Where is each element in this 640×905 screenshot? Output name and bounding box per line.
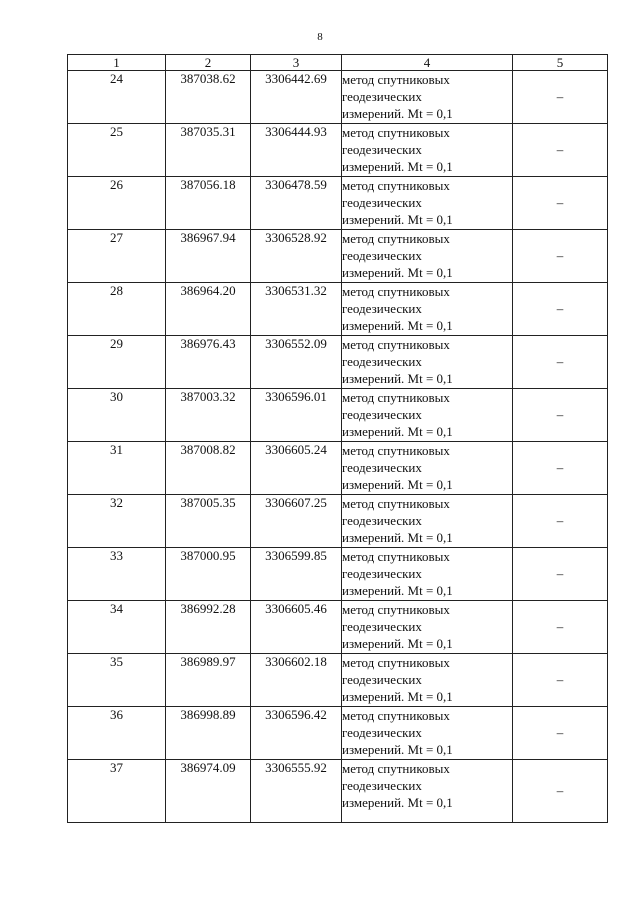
method-line-3: измерений. Mt = 0,1: [342, 424, 453, 439]
point-number: 25: [68, 124, 166, 177]
coordinate-x: 387003.32: [166, 389, 251, 442]
method-line-2: геодезических: [342, 354, 422, 369]
column-5-value: –: [513, 124, 608, 177]
method-line-2: геодезических: [342, 142, 422, 157]
method-line-1: метод спутниковых: [342, 178, 450, 193]
coordinate-y: 3306478.59: [251, 177, 342, 230]
method-cell: [342, 442, 513, 495]
method-line-1: метод спутниковых: [342, 390, 450, 405]
method-cell: [342, 707, 513, 760]
header-col-4: 4: [342, 55, 513, 71]
column-5-value: –: [513, 442, 608, 495]
table-row: [68, 124, 608, 177]
method-line-1: метод спутниковых: [342, 443, 450, 458]
coordinate-y: 3306607.25: [251, 495, 342, 548]
coordinate-y: 3306531.32: [251, 283, 342, 336]
column-5-value: –: [513, 495, 608, 548]
method-line-3: измерений. Mt = 0,1: [342, 742, 453, 757]
coordinates-table: [67, 54, 608, 823]
table-row: [68, 760, 608, 823]
method-line-1: метод спутниковых: [342, 231, 450, 246]
method-line-1: метод спутниковых: [342, 549, 450, 564]
column-5-value: –: [513, 71, 608, 124]
point-number: 34: [68, 601, 166, 654]
method-line-2: геодезических: [342, 301, 422, 316]
coordinate-y: 3306596.42: [251, 707, 342, 760]
coordinate-x: 387038.62: [166, 71, 251, 124]
method-line-1: метод спутниковых: [342, 72, 450, 87]
method-line-1: метод спутниковых: [342, 761, 450, 776]
header-col-1: 1: [68, 55, 166, 71]
point-number: 36: [68, 707, 166, 760]
method-cell: [342, 654, 513, 707]
method-line-2: геодезических: [342, 566, 422, 581]
method-line-1: метод спутниковых: [342, 602, 450, 617]
method-cell: [342, 283, 513, 336]
coordinate-x: 387056.18: [166, 177, 251, 230]
coordinate-x: 386967.94: [166, 230, 251, 283]
method-cell: [342, 230, 513, 283]
coordinate-x: 386998.89: [166, 707, 251, 760]
method-line-3: измерений. Mt = 0,1: [342, 795, 453, 810]
column-5-value: –: [513, 707, 608, 760]
method-line-2: геодезических: [342, 725, 422, 740]
header-col-3: 3: [251, 55, 342, 71]
table-row: [68, 336, 608, 389]
column-5-value: –: [513, 389, 608, 442]
point-number: 32: [68, 495, 166, 548]
method-line-3: измерений. Mt = 0,1: [342, 318, 453, 333]
column-5-value: –: [513, 230, 608, 283]
column-5-value: –: [513, 760, 608, 823]
coordinate-y: 3306555.92: [251, 760, 342, 823]
coordinate-x: 386992.28: [166, 601, 251, 654]
table-row: [68, 654, 608, 707]
table-row: [68, 283, 608, 336]
coordinate-y: 3306599.85: [251, 548, 342, 601]
column-5-value: –: [513, 601, 608, 654]
table-header: [68, 55, 608, 71]
method-line-3: измерений. Mt = 0,1: [342, 371, 453, 386]
method-cell: [342, 548, 513, 601]
coordinate-x: 386989.97: [166, 654, 251, 707]
column-5-value: –: [513, 177, 608, 230]
method-cell: [342, 124, 513, 177]
table-row: [68, 389, 608, 442]
column-5-value: –: [513, 336, 608, 389]
method-line-2: геодезических: [342, 778, 422, 793]
method-line-3: измерений. Mt = 0,1: [342, 265, 453, 280]
method-line-1: метод спутниковых: [342, 655, 450, 670]
method-line-2: геодезических: [342, 619, 422, 634]
method-line-2: геодезических: [342, 89, 422, 104]
coordinate-y: 3306552.09: [251, 336, 342, 389]
table-row: [68, 177, 608, 230]
method-line-3: измерений. Mt = 0,1: [342, 530, 453, 545]
table-row: [68, 71, 608, 124]
method-line-3: измерений. Mt = 0,1: [342, 583, 453, 598]
point-number: 30: [68, 389, 166, 442]
method-line-1: метод спутниковых: [342, 284, 450, 299]
table-body: [68, 71, 608, 823]
point-number: 27: [68, 230, 166, 283]
method-cell: [342, 601, 513, 654]
coordinate-y: 3306444.93: [251, 124, 342, 177]
coordinate-x: 387035.31: [166, 124, 251, 177]
header-col-2: 2: [166, 55, 251, 71]
method-line-1: метод спутниковых: [342, 125, 450, 140]
method-line-2: геодезических: [342, 672, 422, 687]
method-line-2: геодезических: [342, 248, 422, 263]
coordinate-x: 386974.09: [166, 760, 251, 823]
method-line-2: геодезических: [342, 460, 422, 475]
header-col-5: 5: [513, 55, 608, 71]
coordinate-y: 3306605.46: [251, 601, 342, 654]
method-cell: [342, 495, 513, 548]
column-5-value: –: [513, 654, 608, 707]
point-number: 29: [68, 336, 166, 389]
point-number: 26: [68, 177, 166, 230]
method-line-3: измерений. Mt = 0,1: [342, 106, 453, 121]
coordinate-y: 3306602.18: [251, 654, 342, 707]
coordinate-y: 3306528.92: [251, 230, 342, 283]
coordinate-x: 386964.20: [166, 283, 251, 336]
method-cell: [342, 760, 513, 823]
coordinate-y: 3306442.69: [251, 71, 342, 124]
coordinate-x: 387005.35: [166, 495, 251, 548]
point-number: 31: [68, 442, 166, 495]
header-row: [68, 55, 608, 71]
table-row: [68, 601, 608, 654]
coordinate-y: 3306605.24: [251, 442, 342, 495]
method-line-3: измерений. Mt = 0,1: [342, 159, 453, 174]
method-line-3: измерений. Mt = 0,1: [342, 636, 453, 651]
method-line-1: метод спутниковых: [342, 337, 450, 352]
coordinate-x: 386976.43: [166, 336, 251, 389]
page-number: 8: [317, 31, 323, 43]
method-line-2: геодезических: [342, 513, 422, 528]
coordinate-x: 387000.95: [166, 548, 251, 601]
method-line-3: измерений. Mt = 0,1: [342, 477, 453, 492]
table-row: [68, 548, 608, 601]
point-number: 37: [68, 760, 166, 823]
point-number: 35: [68, 654, 166, 707]
table-row: [68, 230, 608, 283]
table-row: [68, 442, 608, 495]
method-cell: [342, 177, 513, 230]
table-row: [68, 495, 608, 548]
point-number: 24: [68, 71, 166, 124]
method-line-2: геодезических: [342, 195, 422, 210]
table-row: [68, 707, 608, 760]
method-line-3: измерений. Mt = 0,1: [342, 689, 453, 704]
method-line-2: геодезических: [342, 407, 422, 422]
column-5-value: –: [513, 283, 608, 336]
method-line-1: метод спутниковых: [342, 708, 450, 723]
point-number: 28: [68, 283, 166, 336]
point-number: 33: [68, 548, 166, 601]
method-line-1: метод спутниковых: [342, 496, 450, 511]
coordinate-y: 3306596.01: [251, 389, 342, 442]
coordinate-x: 387008.82: [166, 442, 251, 495]
method-cell: [342, 389, 513, 442]
column-5-value: –: [513, 548, 608, 601]
method-cell: [342, 336, 513, 389]
method-line-3: измерений. Mt = 0,1: [342, 212, 453, 227]
method-cell: [342, 71, 513, 124]
